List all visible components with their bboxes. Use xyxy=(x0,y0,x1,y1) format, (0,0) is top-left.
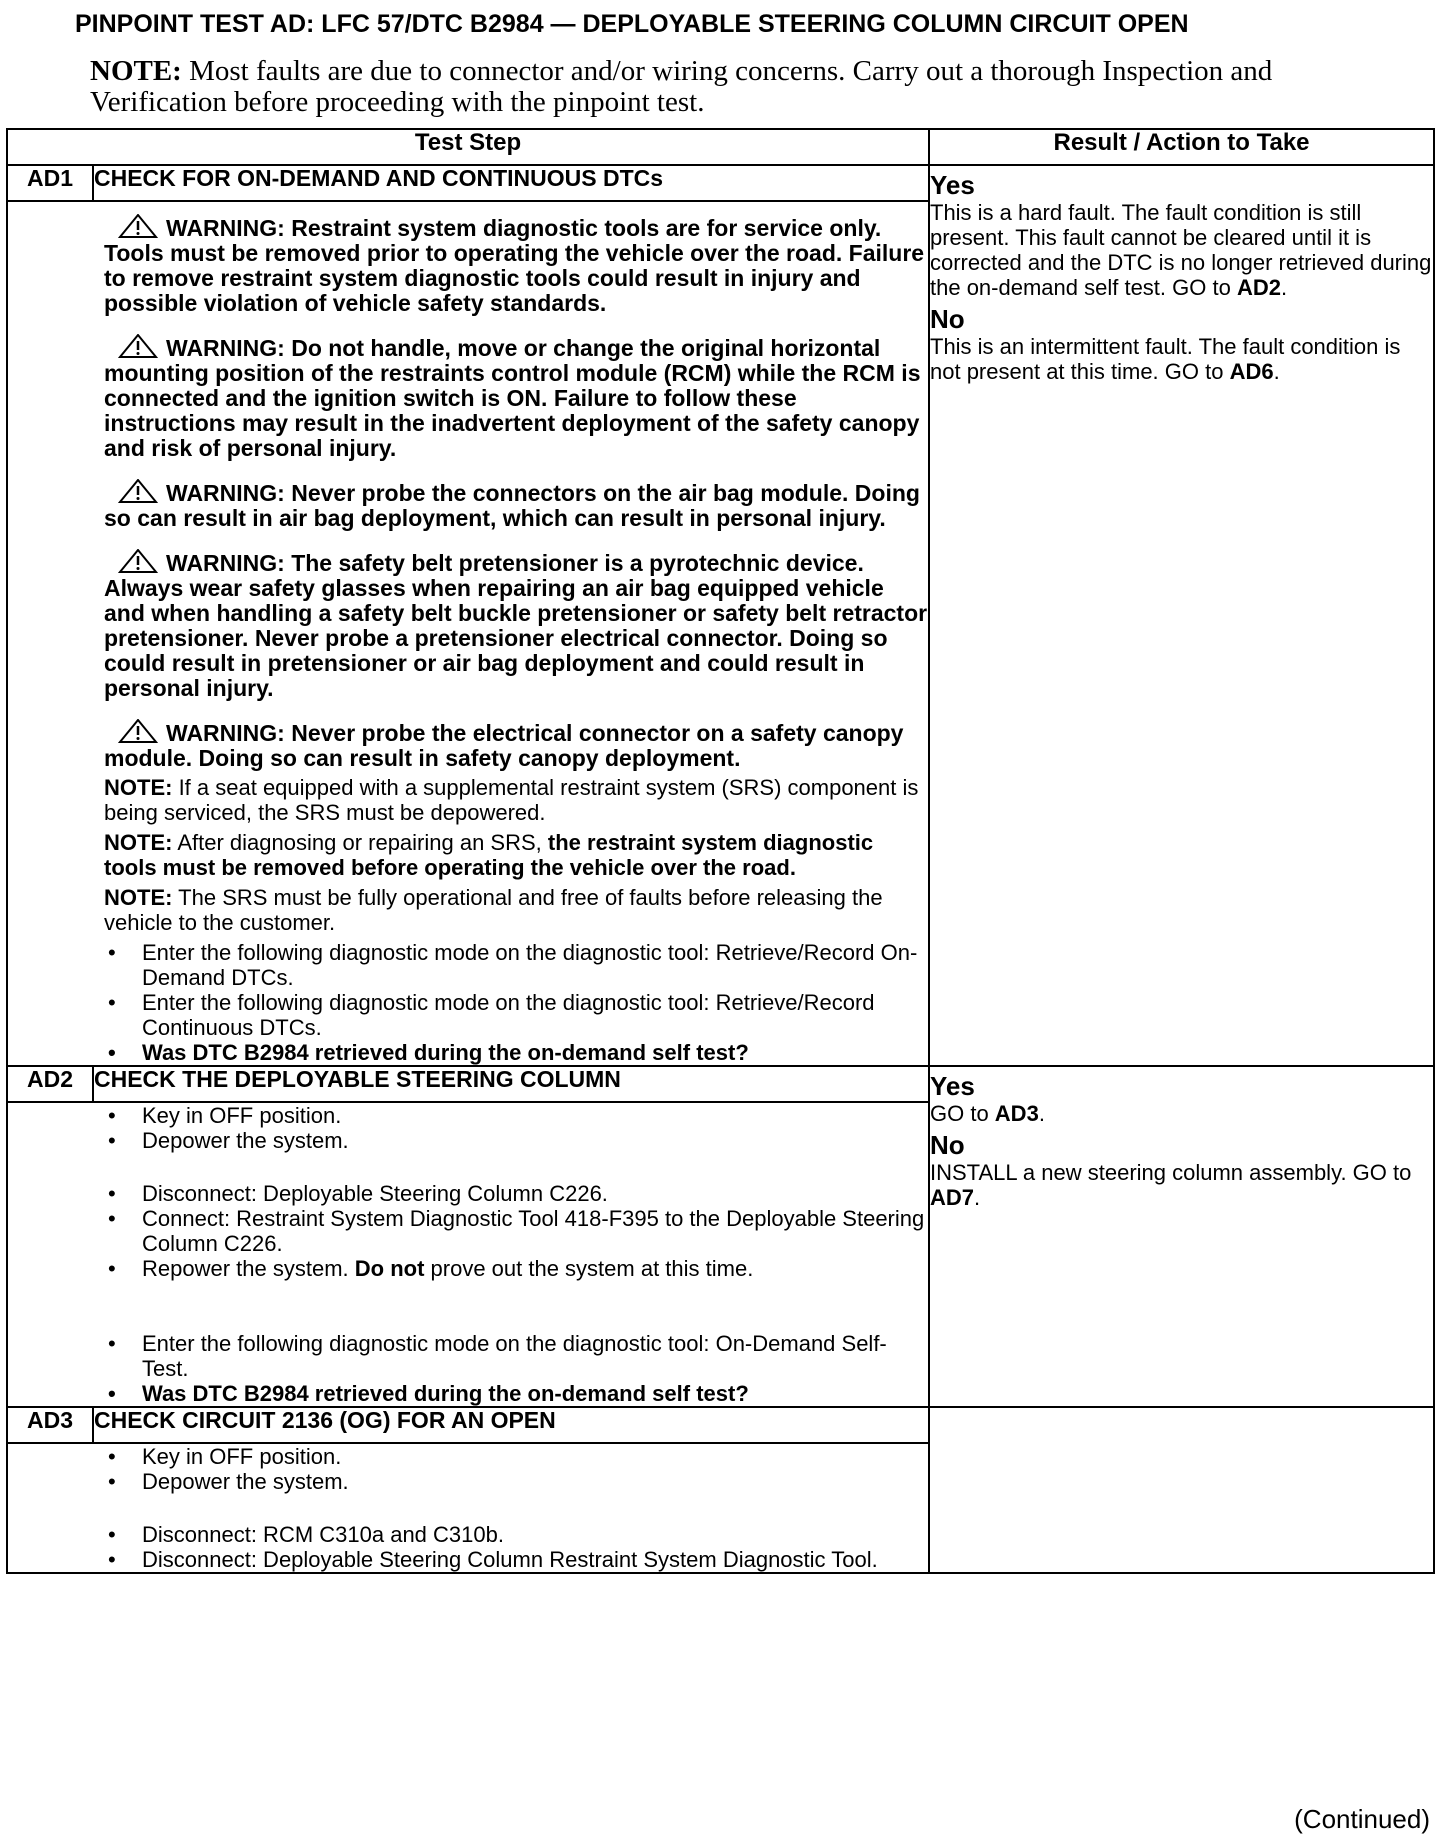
step-title: CHECK THE DEPLOYABLE STEERING COLUMN xyxy=(93,1066,929,1102)
step-ad3-title-row xyxy=(7,1407,1434,1443)
warning-text: WARNING: Do not handle, move or change the original horizontal mounting position of the restraints control module (RCM) while the RCM is connected and the ignition switch is ON. Failure to follow these instructions may result in the inadvertent deployment of the safety canopy and risk of personal injury. xyxy=(104,335,921,461)
list-item: • Key in OFF position. xyxy=(104,1103,928,1128)
warning-triangle-icon xyxy=(118,549,158,573)
warning-block xyxy=(104,549,928,701)
list-item: • Disconnect: RCM C310a and C310b. xyxy=(104,1522,928,1547)
result-no-label: No xyxy=(930,304,965,334)
list-item: • Enter the following diagnostic mode on the diagnostic tool: On-Demand Self-Test. xyxy=(104,1331,928,1381)
list-item: • Depower the system. xyxy=(104,1469,928,1494)
step-ad1-result xyxy=(929,165,1434,1066)
continued-label: (Continued) xyxy=(1294,1804,1430,1834)
punct: . xyxy=(1038,1101,1045,1126)
step-list xyxy=(104,1331,928,1406)
step-ad2-result xyxy=(929,1066,1434,1407)
step-ad1-title-row xyxy=(7,165,1434,201)
step-id: AD2 xyxy=(7,1066,93,1102)
note-label: NOTE: xyxy=(104,775,173,800)
punct: . xyxy=(1280,275,1288,300)
warning-text: WARNING: Never probe the electrical connector on a safety canopy module. Doing so can result in safety canopy deployment. xyxy=(104,720,904,771)
goto-link[interactable]: AD6 xyxy=(1229,359,1274,384)
step-list xyxy=(104,1522,928,1572)
goto-link[interactable]: AD2 xyxy=(1236,275,1281,300)
note-label: NOTE: xyxy=(104,830,173,855)
note-text: If a seat equipped with a supplemental restraint system (SRS) component is being serviced, the SRS must be depowered. xyxy=(104,775,919,825)
question-item: • Was DTC B2984 retrieved during the on-demand self test? xyxy=(104,1040,928,1065)
question-item: • Was DTC B2984 retrieved during the on-demand self test? xyxy=(104,1381,928,1406)
intro-note xyxy=(90,56,1290,118)
list-item: • Key in OFF position. xyxy=(104,1444,928,1469)
step-id: AD1 xyxy=(7,165,93,201)
step-ad1-body xyxy=(7,201,929,1066)
header-result-action: Result / Action to Take xyxy=(929,129,1434,165)
table-header-row xyxy=(7,129,1434,165)
step-ad2-title-row xyxy=(7,1066,1434,1102)
result-no-body: INSTALL a new steering column assembly. GO to xyxy=(930,1160,1412,1185)
result-no-text xyxy=(930,334,1433,384)
item-text: Repower the system. xyxy=(142,1256,355,1281)
result-yes-label: Yes xyxy=(930,1071,975,1101)
step-list xyxy=(104,1181,928,1281)
warning-text: WARNING: Never probe the connectors on the air bag module. Doing so can result in air bag deployment, which can result in personal injury. xyxy=(104,480,920,531)
goto-link[interactable]: AD3 xyxy=(994,1101,1039,1126)
list-item: • Connect: Restraint System Diagnostic Tool 418-F395 to the Deployable Steering Column C226. xyxy=(104,1206,928,1256)
result-yes-text xyxy=(930,200,1433,300)
warning-block xyxy=(104,719,928,771)
pinpoint-test-table xyxy=(6,128,1435,1574)
punct: . xyxy=(974,1185,981,1210)
intro-note-text: Most faults are due to connector and/or wiring concerns. Carry out a thorough Inspection and Verification before proceeding with the pinpoint test. xyxy=(90,55,1273,118)
step-ad2-body xyxy=(7,1102,929,1407)
list-item: • Depower the system. xyxy=(104,1128,928,1153)
list-item: • Enter the following diagnostic mode on the diagnostic tool: Retrieve/Record Continuous DTCs. xyxy=(104,990,928,1040)
result-yes-label: Yes xyxy=(930,170,975,200)
step-list xyxy=(104,1444,928,1494)
step-title: CHECK FOR ON-DEMAND AND CONTINUOUS DTCs xyxy=(93,165,929,201)
intro-note-label: NOTE: xyxy=(90,55,182,87)
step-ad3-body xyxy=(7,1443,929,1573)
note-label: NOTE: xyxy=(104,885,173,910)
warning-triangle-icon xyxy=(118,334,158,358)
list-item xyxy=(104,1256,928,1281)
note xyxy=(104,775,928,825)
list-item: • Disconnect: Deployable Steering Column C226. xyxy=(104,1181,928,1206)
note xyxy=(104,830,928,880)
warning-triangle-icon xyxy=(118,719,158,743)
step-id: AD3 xyxy=(7,1407,93,1443)
result-no-body: This is an intermittent fault. The fault condition is not present at this time. GO to xyxy=(930,334,1401,384)
note-emphasis: the restraint system diagnostic tools must be removed before operating the vehicle over the road. xyxy=(104,830,874,880)
item-text: prove out the system at this time. xyxy=(424,1256,754,1281)
note-text: The SRS must be fully operational and free of faults before releasing the vehicle to the customer. xyxy=(104,885,883,935)
warning-block xyxy=(104,214,928,316)
step-title: CHECK CIRCUIT 2136 (OG) FOR AN OPEN xyxy=(93,1407,929,1443)
step-list xyxy=(104,940,928,1065)
warning-triangle-icon xyxy=(118,214,158,238)
result-yes-body: GO to xyxy=(930,1101,995,1126)
header-test-step: Test Step xyxy=(7,129,929,165)
list-item: • Enter the following diagnostic mode on the diagnostic tool: Retrieve/Record On-Demand DTCs. xyxy=(104,940,928,990)
step-ad3-result xyxy=(929,1407,1434,1573)
warning-block xyxy=(104,479,928,531)
warning-block xyxy=(104,334,928,461)
note xyxy=(104,885,928,935)
step-list xyxy=(104,1103,928,1153)
result-yes-body: This is a hard fault. The fault condition is still present. This fault cannot be cleared until it is corrected and the DTC is no longer retrieved during the on-demand self test. GO to xyxy=(930,200,1432,300)
page-title: PINPOINT TEST AD: LFC 57/DTC B2984 — DEPLOYABLE STEERING COLUMN CIRCUIT OPEN xyxy=(75,10,1189,38)
result-no-label: No xyxy=(930,1130,965,1160)
punct: . xyxy=(1273,359,1280,384)
warning-text: WARNING: Restraint system diagnostic tools are for service only. Tools must be removed prior to operating the vehicle over the road. Failure to remove restraint system diagnostic tools could result in injury and possible violation of vehicle safety standards. xyxy=(104,215,925,316)
note-text: After diagnosing or repairing an SRS, xyxy=(172,830,548,855)
warning-triangle-icon xyxy=(118,479,158,503)
list-item: • Disconnect: Deployable Steering Column Restraint System Diagnostic Tool. xyxy=(104,1547,928,1572)
result-yes-text xyxy=(930,1101,1433,1126)
item-emphasis: Do not xyxy=(354,1256,425,1281)
result-no-text xyxy=(930,1160,1433,1210)
warning-text: WARNING: The safety belt pretensioner is a pyrotechnic device. Always wear safety glasses when repairing an air bag equipped vehicle and when handling a safety belt buckle pretensioner or safety belt retractor pretensioner. Never probe a pretensioner electrical connector. Doing so could result in pretensioner or air bag deployment and could result in personal injury. xyxy=(104,550,928,701)
goto-link[interactable]: AD7 xyxy=(930,1185,975,1210)
